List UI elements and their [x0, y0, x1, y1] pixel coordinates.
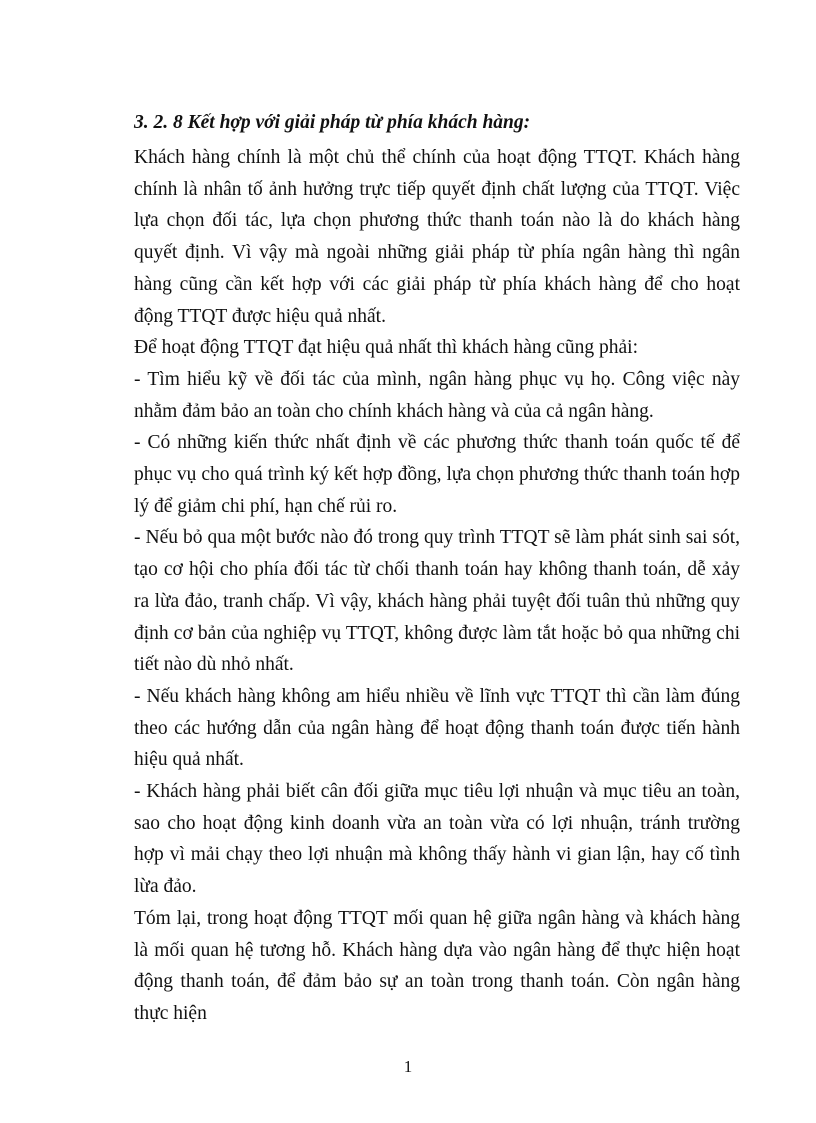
paragraph-requirements-lead: Để hoạt động TTQT đạt hiệu quả nhất thì khách hàng cũng phải: [134, 337, 638, 359]
list-item-payment-knowledge: - Có những kiến thức nhất định về các phương thức thanh toán quốc tế để phục vụ cho quá trình ký kết hợp đồng, lựa chọn phương thức thanh toán hợp lý để giảm chi phí, hạn chế rủi ro. [134, 432, 740, 517]
page-number: 1 [403, 1057, 413, 1076]
paragraph-conclusion: Tóm lại, trong hoạt động TTQT mối quan hệ giữa ngân hàng và khách hàng là mối quan hệ tương hỗ. Khách hàng dựa vào ngân hàng để thực hiện hoạt động thanh toán, để đảm bảo sự an toàn trong thanh toán. Còn ngân hàng thực hiện [134, 907, 740, 1024]
section-heading: 3. 2. 8 Kết hợp với giải pháp từ phía khách hàng: [134, 112, 531, 133]
paragraph-intro: Khách hàng chính là một chủ thể chính của hoạt động TTQT. Khách hàng chính là nhân tố ảnh hưởng trực tiếp quyết định chất lượng của TTQT. Việc lựa chọn đối tác, lựa chọn phương thức thanh toán nào là do khách hàng quyết định. Vì vậy mà ngoài những giải pháp từ phía ngân hàng thì ngân hàng cũng cần kết hợp với các giải pháp từ phía khách hàng để cho hoạt động TTQT được hiệu quả nhất. [134, 147, 740, 327]
list-item-balance-goals: - Khách hàng phải biết cân đối giữa mục tiêu lợi nhuận và mục tiêu an toàn, sao cho hoạt động kinh doanh vừa an toàn vừa có lợi nhuận, tránh trường hợp vì mải chạy theo lợi nhuận mà không thấy hành vi gian lận, hay cố tình lừa đảo. [134, 781, 740, 898]
list-item-research-partner: - Tìm hiểu kỹ về đối tác của mình, ngân hàng phục vụ họ. Công việc này nhằm đảm bảo an toàn cho chính khách hàng và của cả ngân hàng. [134, 368, 740, 422]
body-text [134, 142, 740, 1030]
list-item-follow-procedure: - Nếu bỏ qua một bước nào đó trong quy trình TTQT sẽ làm phát sinh sai sót, tạo cơ hội cho phía đối tác từ chối thanh toán hay không thanh toán, dễ xảy ra lừa đảo, tranh chấp. Vì vậy, khách hàng phải tuyệt đối tuân thủ những quy định cơ bản của nghiệp vụ TTQT, không được làm tắt hoặc bỏ qua những chi tiết nào dù nhỏ nhất. [134, 527, 740, 676]
list-item-follow-bank-guidance: - Nếu khách hàng không am hiểu nhiều về lĩnh vực TTQT thì cần làm đúng theo các hướng dẫn của ngân hàng để hoạt động thanh toán được tiến hành hiệu quả nhất. [134, 685, 740, 771]
